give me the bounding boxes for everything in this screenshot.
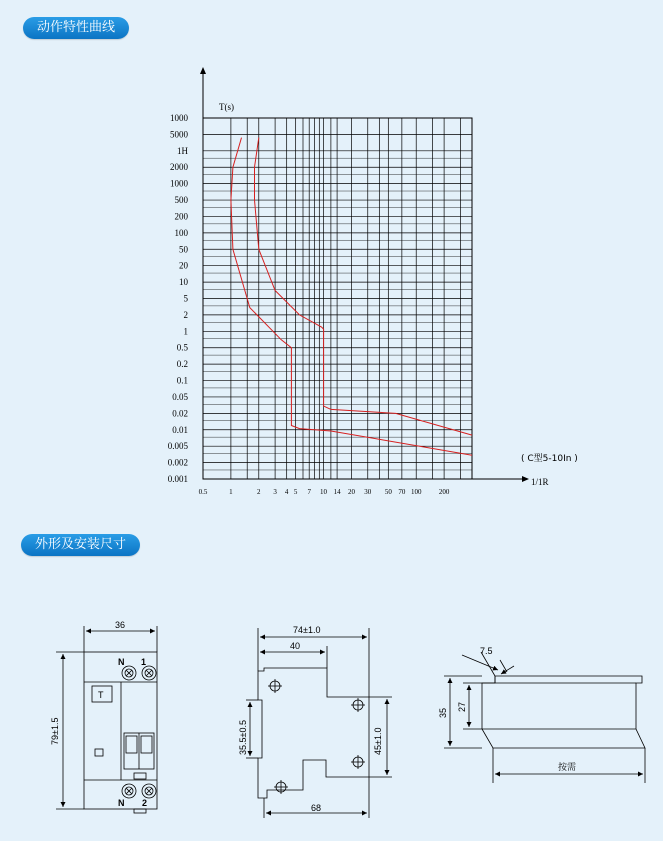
x-tick-labels bbox=[199, 488, 450, 496]
y-tick-label: 50 bbox=[179, 244, 188, 255]
y-tick-label: 0.1 bbox=[176, 375, 188, 386]
x-tick-label: 20 bbox=[347, 488, 355, 496]
y-tick-label: 0.002 bbox=[167, 457, 188, 468]
x-axis-label: 1/1R bbox=[531, 477, 549, 487]
front-width-dim: 36 bbox=[115, 620, 126, 630]
y-tick-label: 0.02 bbox=[172, 408, 188, 419]
x-tick-label: 7 bbox=[307, 488, 311, 496]
y-tick-label: 100 bbox=[174, 227, 188, 238]
y-tick-labels bbox=[168, 113, 189, 484]
y-tick-label: 2000 bbox=[170, 162, 188, 173]
section-header-characteristics: 动作特性曲线 bbox=[23, 17, 129, 39]
y-axis-label: T(s) bbox=[219, 102, 234, 112]
x-tick-label: 1 bbox=[229, 488, 233, 496]
side-left-dim: 35.5±0.5 bbox=[238, 720, 248, 755]
side-overall-dim: 74±1.0 bbox=[293, 625, 321, 635]
side-top-dim: 40 bbox=[290, 641, 301, 651]
y-tick-label: 200 bbox=[174, 211, 188, 222]
x-tick-label: 200 bbox=[438, 488, 450, 496]
rail-height-dim: 35 bbox=[438, 707, 448, 718]
x-tick-label: 4 bbox=[284, 488, 289, 496]
test-button-label: T bbox=[98, 690, 104, 700]
tripping-characteristic-chart bbox=[168, 68, 578, 496]
y-tick-label: 0.5 bbox=[176, 342, 188, 353]
x-tick-label: 50 bbox=[384, 488, 392, 496]
rail-thickness-dim: 7.5 bbox=[480, 646, 493, 656]
y-tick-label: 10 bbox=[179, 277, 188, 288]
y-tick-label: 0.01 bbox=[172, 424, 188, 435]
y-tick-label: 0.05 bbox=[172, 391, 188, 402]
trip-curve-2 bbox=[255, 138, 473, 436]
x-tick-label: 30 bbox=[364, 488, 372, 496]
terminal-label-2: 2 bbox=[142, 798, 148, 808]
section-header-dimensions: 外形及安装尺寸 bbox=[21, 534, 140, 556]
y-tick-label: 2 bbox=[183, 309, 188, 320]
y-tick-label: 1 bbox=[183, 326, 188, 337]
front-view-drawing bbox=[56, 626, 157, 813]
x-tick-label: 2 bbox=[257, 488, 261, 496]
side-bottom-dim: 68 bbox=[311, 803, 322, 813]
terminal-label-1: 1 bbox=[141, 657, 147, 667]
x-tick-label: 100 bbox=[410, 488, 422, 496]
side-view-drawing bbox=[246, 628, 392, 818]
y-tick-label: 1000 bbox=[170, 113, 188, 123]
curve-annotation: ( C型5-10In ) bbox=[521, 454, 578, 464]
y-tick-label: 0.001 bbox=[167, 474, 188, 484]
terminal-label-n-top: N bbox=[118, 657, 125, 667]
front-height-dim: 79±1.5 bbox=[50, 717, 60, 745]
x-tick-label: 14 bbox=[333, 488, 341, 496]
y-tick-label: 5000 bbox=[170, 129, 188, 140]
x-tick-label: 10 bbox=[320, 488, 328, 496]
side-right-dim: 45±1.0 bbox=[373, 727, 383, 755]
y-tick-label: 1000 bbox=[170, 178, 188, 189]
y-tick-label: 20 bbox=[179, 260, 188, 271]
grid-horizontal bbox=[203, 134, 472, 470]
y-tick-label: 500 bbox=[174, 195, 188, 206]
x-tick-label: 70 bbox=[398, 488, 406, 496]
rail-inner-dim: 27 bbox=[457, 701, 467, 712]
rail-length-dim: 按需 bbox=[558, 763, 577, 773]
y-tick-label: 0.005 bbox=[167, 441, 188, 452]
x-tick-label: 5 bbox=[293, 488, 298, 496]
y-tick-label: 5 bbox=[183, 293, 188, 304]
rail-view-drawing bbox=[444, 652, 645, 783]
terminal-label-n-bottom: N bbox=[118, 798, 125, 808]
y-tick-label: 1H bbox=[177, 145, 188, 156]
x-tick-label: 3 bbox=[273, 488, 277, 496]
x-tick-label: 0.5 bbox=[198, 488, 208, 496]
y-tick-label: 0.2 bbox=[176, 359, 188, 370]
